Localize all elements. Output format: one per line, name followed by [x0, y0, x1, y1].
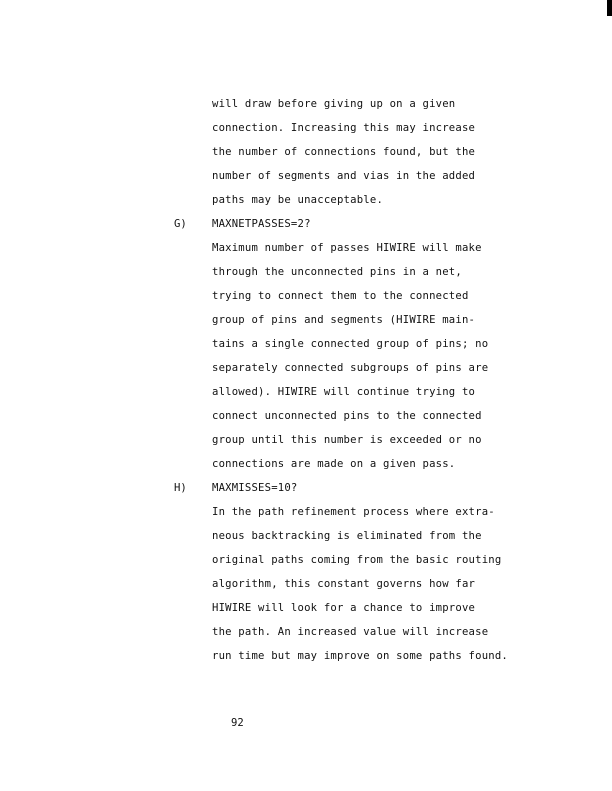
section-g-line: connections are made on a given pass.: [212, 458, 456, 470]
section-g-line: separately connected subgroups of pins are: [212, 362, 489, 374]
section-heading-g: MAXNETPASSES=2?: [212, 218, 311, 230]
section-h-line: HIWIRE will look for a chance to improve: [212, 602, 476, 614]
section-label-g: G): [174, 218, 187, 230]
section-h-line: the path. An increased value will increase: [212, 626, 489, 638]
section-g-line: through the unconnected pins in a net,: [212, 266, 462, 278]
section-g-line: tains a single connected group of pins; no: [212, 338, 489, 350]
section-h-line: In the path refinement process where extra-: [212, 506, 495, 518]
section-heading-h: MAXMISSES=10?: [212, 482, 298, 494]
section-h-line: neous backtracking is eliminated from the: [212, 530, 482, 542]
section-g-line: trying to connect them to the connected: [212, 290, 469, 302]
section-g-line: Maximum number of passes HIWIRE will make: [212, 242, 482, 254]
section-g-line: group of pins and segments (HIWIRE main-: [212, 314, 476, 326]
page-number: 92: [231, 717, 244, 729]
continuation-line: paths may be unacceptable.: [212, 194, 384, 206]
continuation-line: will draw before giving up on a given: [212, 98, 456, 110]
section-h-line: algorithm, this constant governs how far: [212, 578, 476, 590]
section-label-h: H): [174, 482, 187, 494]
section-g-line: connect unconnected pins to the connected: [212, 410, 482, 422]
section-h-line: run time but may improve on some paths found.: [212, 650, 509, 662]
continuation-line: connection. Increasing this may increase: [212, 122, 476, 134]
continuation-line: number of segments and vias in the added: [212, 170, 476, 182]
continuation-line: the number of connections found, but the: [212, 146, 476, 158]
section-g-line: group until this number is exceeded or no: [212, 434, 482, 446]
section-g-line: allowed). HIWIRE will continue trying to: [212, 386, 476, 398]
section-h-line: original paths coming from the basic routing: [212, 554, 502, 566]
